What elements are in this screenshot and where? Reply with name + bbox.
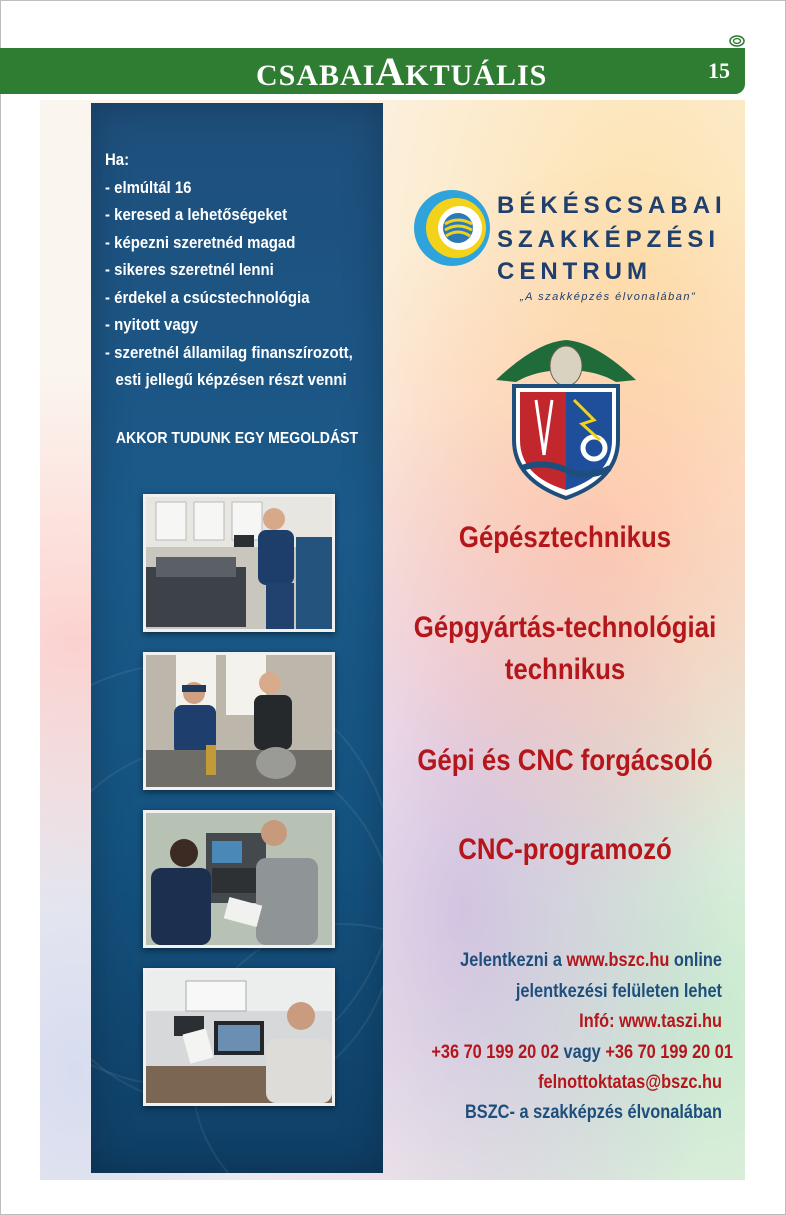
contact-info-link[interactable]: Infó: www.taszi.hu	[579, 1011, 722, 1032]
apply-text: Jelentkezni a	[460, 950, 567, 971]
list-item: - képezni szeretnéd magad	[105, 232, 296, 252]
list-intro: Ha:	[105, 150, 130, 169]
list-item: - sikeres szeretnél lenni	[105, 260, 274, 279]
contact-phones	[431, 1038, 733, 1069]
phone-number-2[interactable]: +36 70 199 20 01	[605, 1042, 733, 1063]
logo-line-1: BÉKÉSCSABAI	[497, 192, 727, 219]
bszc-logo-icon	[412, 188, 492, 268]
list-item: - nyitott vagy	[105, 315, 199, 334]
course-manufacturing-technology-line-2: technikus	[504, 653, 626, 686]
photo-lathe-training	[143, 652, 335, 790]
photo-cnc-machine	[143, 810, 335, 948]
requirements-list	[105, 146, 353, 394]
contact-email[interactable]: felnottoktatas@bszc.hu	[538, 1072, 722, 1093]
logo-slogan: „A szakképzés élvonalában”	[520, 291, 697, 303]
phone-separator: vagy	[558, 1042, 606, 1063]
list-item: - szeretnél államilag finanszírozott,	[105, 342, 353, 362]
apply-text-online: online	[669, 950, 722, 971]
logo-line-2: SZAKKÉPZÉSI	[497, 226, 721, 253]
ear-icon	[728, 34, 746, 48]
page-number: 15	[708, 58, 730, 83]
solution-heading: AKKOR TUDUNK EGY MEGOLDÁST	[115, 430, 359, 447]
photo-lathe-workshop	[143, 494, 335, 632]
title-part-1: CSABAI	[256, 59, 376, 92]
contact-line-interface: jelentkezési felületen lehet	[515, 981, 722, 1002]
course-cnc-machinist: Gépi és CNC forgácsoló	[417, 744, 713, 777]
list-item: - keresed a lehetőségeket	[105, 205, 288, 224]
photo-cad-computer	[143, 968, 335, 1106]
course-mechanical-technician: Gépésztechnikus	[458, 521, 672, 554]
magazine-title	[256, 49, 548, 96]
course-manufacturing-technology: Gépgyártás-technológiai	[413, 611, 717, 644]
logo-line-3: CENTRUM	[497, 258, 652, 285]
list-item: - elmúltál 16	[105, 177, 192, 197]
list-item: - érdekel a csúcstechnológia	[105, 287, 310, 307]
contact-tagline: BSZC- a szakképzés élvonalában	[464, 1102, 722, 1123]
title-part-2: KTUÁLIS	[405, 59, 548, 92]
bszc-website-link[interactable]: www.bszc.hu	[566, 950, 670, 971]
phone-number-1[interactable]: +36 70 199 20 02	[431, 1042, 559, 1063]
contact-line-apply	[431, 946, 722, 977]
title-initial: A	[375, 49, 406, 94]
school-crest-icon	[496, 340, 636, 500]
list-item-continuation: esti jellegű képzésen részt venni	[115, 370, 347, 389]
course-cnc-programmer: CNC-programozó	[458, 833, 672, 866]
